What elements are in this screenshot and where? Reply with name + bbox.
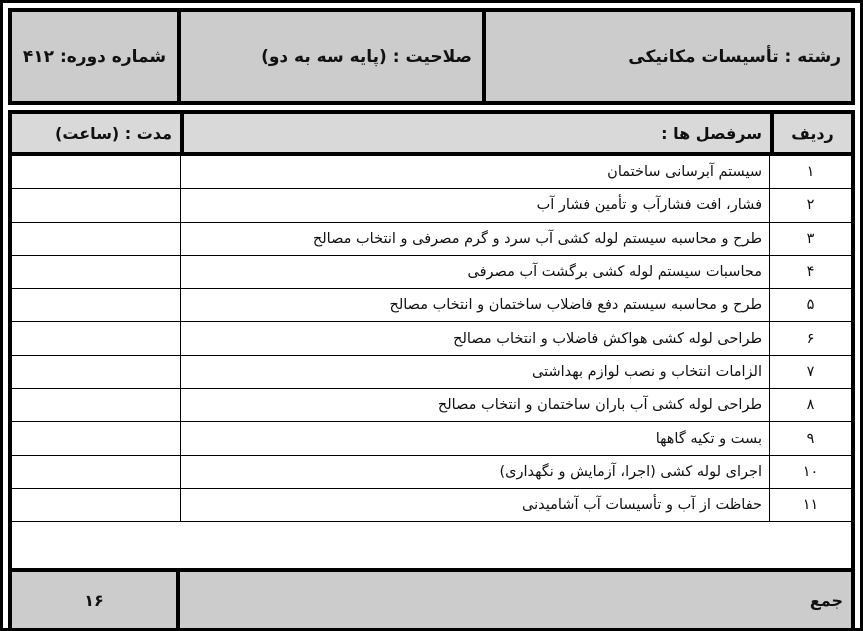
table-row: [12, 256, 851, 289]
row-title: سیستم آبرسانی ساختمان: [180, 156, 770, 188]
column-header-duration: مدت : (ساعت): [55, 123, 172, 143]
row-title: طراحی لوله کشی هواکش فاضلاب و انتخاب مصالح: [180, 322, 770, 354]
table-row: [12, 223, 851, 256]
row-duration: [12, 489, 180, 521]
row-index: ۴: [806, 264, 815, 281]
row-duration: [12, 189, 180, 221]
row-title: حفاظت از آب و تأسیسات آب آشامیدنی: [180, 489, 770, 521]
total-hours: ۱۶: [12, 572, 180, 628]
row-title: محاسبات سیستم لوله کشی برگشت آب مصرفی: [180, 256, 770, 288]
row-index: ۵: [806, 297, 815, 314]
row-duration: [12, 256, 180, 288]
row-duration: [12, 322, 180, 354]
table-row: [12, 389, 851, 422]
course-number-label: شماره دوره: ۴۱۲: [22, 46, 167, 67]
table-row: [12, 156, 851, 189]
row-duration: [12, 289, 180, 321]
row-title: طرح و محاسبه سیستم دفع فاضلاب ساختمان و انتخاب مصالح: [180, 289, 770, 321]
row-duration: [12, 389, 180, 421]
course-header: [8, 8, 855, 105]
row-title: فشار، افت فشارآب و تأمین فشار آب: [180, 189, 770, 221]
table-row: [12, 422, 851, 455]
row-index: ۱: [806, 164, 815, 181]
row-duration: [12, 356, 180, 388]
syllabus-table: [8, 110, 855, 628]
row-duration: [12, 422, 180, 454]
row-title: اجرای لوله کشی (اجرا، آزمایش و نگهداری): [180, 456, 770, 488]
row-duration: [12, 156, 180, 188]
certification-label: صلاحیت : (پایه سه به دو): [177, 12, 486, 101]
column-header-index: ردیف: [770, 114, 851, 152]
row-index: ۷: [806, 363, 815, 380]
total-label: جمع: [809, 590, 843, 610]
row-title: الزامات انتخاب و نصب لوازم بهداشتی: [180, 356, 770, 388]
row-index: ۶: [806, 330, 815, 347]
row-index: ۹: [806, 430, 815, 447]
row-index: ۳: [806, 230, 815, 247]
document-inner: [8, 8, 855, 628]
row-index: ۲: [806, 197, 815, 214]
row-duration: [12, 456, 180, 488]
column-header-title: [180, 114, 770, 152]
row-title: بست و تکیه گاهها: [180, 422, 770, 454]
table-row: [12, 456, 851, 489]
field-label: رشته : تأسیسات مکانیکی: [628, 46, 841, 67]
table-row: [12, 322, 851, 355]
table-row: [12, 289, 851, 322]
row-index: ۸: [806, 397, 815, 414]
table-row: [12, 489, 851, 522]
row-title: طرح و محاسبه سیستم لوله کشی آب سرد و گرم مصرفی و انتخاب مصالح: [180, 223, 770, 255]
table-row: [12, 189, 851, 222]
column-header-title-text: سرفصل ها :: [661, 123, 762, 143]
row-duration: [12, 223, 180, 255]
table-header-row: [12, 114, 851, 156]
total-row: [12, 568, 851, 628]
row-index: ۱۱: [802, 497, 819, 514]
row-title: طراحی لوله کشی آب باران ساختمان و انتخاب مصالح: [180, 389, 770, 421]
row-index: ۱۰: [802, 463, 819, 480]
table-row: [12, 356, 851, 389]
